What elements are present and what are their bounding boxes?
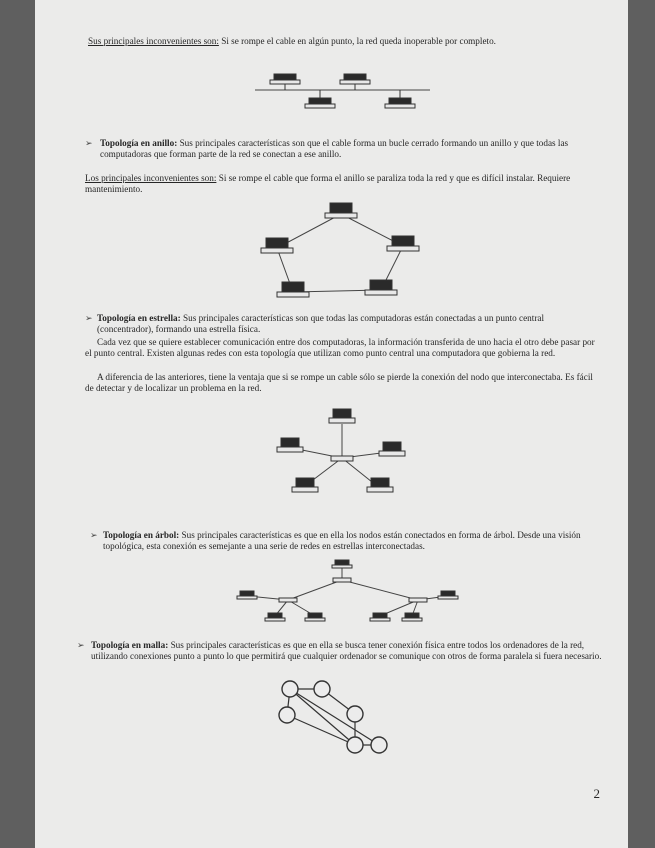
star-desc: Sus principales características son que todas las computadoras están conectadas a un punto central (concentrador), formando una estrella física. xyxy=(97,313,545,335)
star-paragraph-2: Cada vez que se quiere establecer comunicación entre dos computadoras, la información transferida de uno hacia el otro debe pasar por el punto central. Existen algunas redes con esta topología que utilizan como punto central una computadora que gobierna la red. xyxy=(85,337,595,359)
computer-icon xyxy=(332,560,352,568)
mesh-node-icon xyxy=(347,737,363,753)
computer-icon xyxy=(438,591,458,599)
tree-title: Topología en árbol: xyxy=(103,530,180,540)
mesh-description xyxy=(91,640,606,663)
computer-icon xyxy=(387,236,419,251)
computer-icon xyxy=(305,613,325,621)
computer-icon xyxy=(340,74,370,84)
mesh-node-icon xyxy=(282,681,298,697)
computer-icon xyxy=(367,478,393,492)
ring-drawback-label: Los principales inconvenientes son: xyxy=(85,173,217,183)
document-page xyxy=(35,0,628,848)
computer-icon xyxy=(305,98,335,108)
mesh-node-icon xyxy=(314,681,330,697)
star-topology-diagram xyxy=(267,406,417,502)
tree-topology-diagram xyxy=(220,558,465,626)
bus-topology-diagram xyxy=(250,70,440,122)
computer-icon xyxy=(325,203,357,218)
bullet-icon: ➢ xyxy=(85,139,93,149)
hub-icon xyxy=(331,456,353,461)
computer-icon xyxy=(261,238,293,253)
computer-icon xyxy=(329,409,355,423)
mesh-title: Topología en malla: xyxy=(91,640,169,650)
ring-topology-diagram xyxy=(257,198,417,308)
bus-drawback-text: Si se rompe el cable en algún punto, la red queda inoperable por completo. xyxy=(218,36,496,46)
computer-icon xyxy=(385,98,415,108)
ring-drawback-text: Si se rompe el cable que forma el anillo se paraliza toda la red y que es difícil instalar. Requiere mantenimiento. xyxy=(85,173,571,195)
hub-icon xyxy=(333,578,351,582)
computer-icon xyxy=(292,478,318,492)
ring-desc: Sus principales características son que el cable forma un bucle cerrado formando un anillo y que todas las computadoras que forman parte de la red se conectan a ese anillo. xyxy=(100,138,569,160)
star-title: Topología en estrella: xyxy=(97,313,181,323)
bullet-icon: ➢ xyxy=(85,314,93,324)
mesh-node-icon xyxy=(347,706,363,722)
hub-icon xyxy=(409,598,427,602)
tree-desc: Sus principales características es que en ella los nodos están conectados en forma de árbol. Desde una visión topológica, esta conexión es semejante a una serie de redes en estrellas interconectadas. xyxy=(103,530,581,552)
star-paragraph-3: A diferencia de las anteriores, tiene la ventaja que si se rompe un cable sólo se pierde la conexión del nodo que interconectaba. Es fácil de detectar y de localizar un problema en la red. xyxy=(85,372,593,394)
mesh-node-icon xyxy=(279,707,295,723)
computer-icon xyxy=(277,282,309,297)
mesh-desc: Sus principales características es que en ella se busca tener conexión física entre todos los ordenadores de la red, utilizando conexiones punto a punto lo que permitirá que cualquier ordenador se comunique con otros de forma paralela si fuera necesario. xyxy=(91,640,602,662)
computer-icon xyxy=(270,74,300,84)
tree-description xyxy=(103,530,603,553)
computer-icon xyxy=(379,442,405,456)
computer-icon xyxy=(370,613,390,621)
hub-icon xyxy=(279,598,297,602)
computer-icon xyxy=(365,280,397,295)
mesh-node-icon xyxy=(371,737,387,753)
bullet-icon: ➢ xyxy=(90,531,98,541)
ring-description xyxy=(100,138,600,161)
bullet-icon: ➢ xyxy=(77,641,85,651)
bus-drawback-label: Sus principales inconvenientes son: xyxy=(88,36,219,46)
computer-icon xyxy=(237,591,257,599)
star-description xyxy=(97,313,601,336)
mesh-topology-diagram xyxy=(277,677,402,759)
page-number: 2 xyxy=(593,786,600,801)
ring-title: Topología en anillo: xyxy=(100,138,178,148)
computer-icon xyxy=(277,438,303,452)
bus-drawbacks xyxy=(88,36,608,47)
computer-icon xyxy=(402,613,422,621)
computer-icon xyxy=(265,613,285,621)
ring-drawbacks xyxy=(85,173,605,196)
